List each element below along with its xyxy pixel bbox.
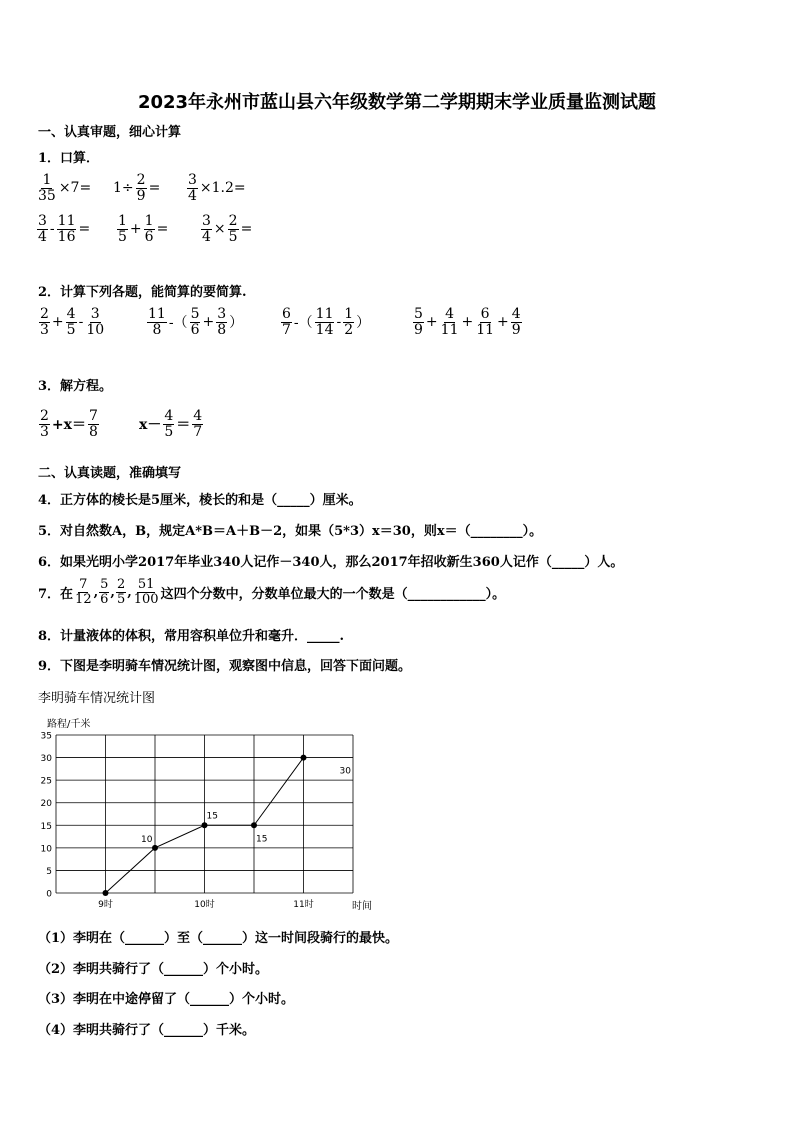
data-point (202, 822, 208, 828)
data-point (301, 755, 307, 761)
chart-xlabel: 时间 (352, 901, 372, 912)
oral-calc-1: $\frac{1}{35}$ ×7= (38, 172, 92, 204)
page-title: 2023年永州市蓝山县六年级数学第二学期期末学业质量监测试题 (137, 92, 657, 113)
question-5: 5．对自然数A，B，规定A*B＝A＋B－2，如果（5*3）x＝30，则x＝（________）。 (38, 524, 543, 539)
calc-expression-4: $\frac{5}{9}$ + $\frac{4}{11}$ + $\frac{6}{11}$ + $\frac{4}{9}$ (414, 306, 521, 338)
oral-calc-5: $\frac{1}{5}$ + $\frac{1}{6}$ = (118, 213, 169, 245)
y-tick-label: 25 (40, 776, 52, 787)
question-6: 6．如果光明小学2017年毕业340人记作－340人，那么2017年招收新生360人记作（_____）人。 (38, 555, 624, 570)
y-tick-label: 15 (40, 821, 52, 832)
question-4: 4．正方体的棱长是5厘米，棱长的和是（_____）厘米。 (38, 493, 362, 508)
data-point-label: 15 (206, 811, 218, 822)
x-tick-label: 11时 (293, 900, 314, 910)
subquestion-4: （4）李明共骑行了（______）千米。 (38, 1023, 256, 1038)
y-tick-label: 20 (40, 799, 52, 810)
question-3-label: 3．解方程。 (38, 379, 113, 394)
question-7: 7．在 $\frac{7}{12}$ , $\frac{5}{6}$ , $\frac{2}{5}$ , $\frac{51}{100}$ 这四个分数中，分数单位最大的一个数是（____________）。 (38, 577, 506, 607)
oral-calc-4: $\frac{3}{4}$ - $\frac{11}{16}$ = (38, 213, 91, 245)
question-9: 9．下图是李明骑车情况统计图，观察图中信息，回答下面问题。 (38, 659, 412, 674)
x-tick-label: 10时 (194, 900, 215, 910)
section-heading-2: 二、认真读题，准确填写 (38, 466, 182, 481)
data-point-label: 15 (256, 834, 268, 845)
calc-expression-2: $\frac{11}{8}$ -（ $\frac{5}{6}$ + $\frac{3}{8}$ ） (148, 306, 244, 338)
equation-2: x－ $\frac{4}{5}$ ＝ $\frac{4}{7}$ (139, 408, 203, 440)
oral-calc-6: $\frac{3}{4}$ × $\frac{2}{5}$ = (202, 213, 253, 245)
equation-1: $\frac{2}{3}$ +x＝ $\frac{7}{8}$ (40, 408, 98, 440)
subquestion-3: （3）李明在中途停留了（______）个小时。 (38, 992, 295, 1007)
chart-grid (56, 735, 353, 893)
data-point-label: 10 (141, 834, 153, 845)
oral-calc-3: $\frac{3}{4}$ ×1.2= (188, 172, 246, 204)
data-point (152, 845, 158, 851)
question-8: 8．计量液体的体积，常用容积单位升和毫升．_____. (38, 629, 345, 644)
y-tick-label: 0 (46, 889, 52, 900)
chart-ylabel: 路程/千米 (47, 719, 91, 730)
x-tick-label: 9时 (98, 900, 113, 910)
subquestion-2: （2）李明共骑行了（______）个小时。 (38, 962, 269, 977)
question-1-label: 1．口算． (38, 151, 100, 166)
line-chart (30, 710, 390, 915)
calc-expression-1: $\frac{2}{3}$ + $\frac{4}{5}$ - $\frac{3}{10}$ (40, 306, 105, 338)
chart-caption: 李明骑车情况统计图 (38, 691, 156, 706)
data-point-label: 30 (339, 766, 351, 777)
section-heading-1: 一、认真审题，细心计算 (38, 125, 182, 140)
subquestion-1: （1）李明在（______）至（______）这一时间段骑行的最快。 (38, 931, 399, 946)
y-tick-label: 30 (40, 754, 52, 765)
y-tick-label: 35 (40, 731, 52, 742)
data-point (103, 890, 109, 896)
oral-calc-2: 1÷ $\frac{2}{9}$ = (113, 172, 161, 204)
y-tick-label: 5 (46, 866, 52, 877)
calc-expression-3: $\frac{6}{7}$ -（ $\frac{11}{14}$ - $\frac{1}{2}$ ） (282, 306, 371, 338)
y-tick-label: 10 (40, 844, 52, 855)
data-point (251, 822, 257, 828)
question-2-label: 2．计算下列各题，能简算的要简算. (38, 285, 247, 300)
